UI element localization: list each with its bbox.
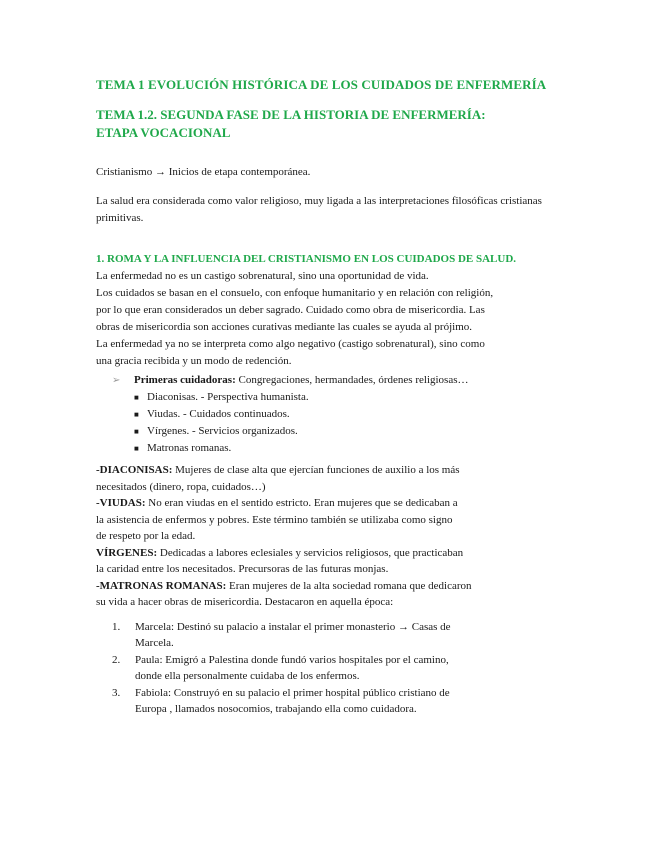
arrow-bullet-icon: ➢ [112,375,121,386]
page-title: TEMA 1 EVOLUCIÓN HISTÓRICA DE LOS CUIDADOS DE ENFERMERÍA [96,77,547,92]
definition-matronas: -MATRONAS ROMANAS: Eran mujeres de la alta sociedad romana que dedicaron [96,579,472,592]
list-item: ■ Viudas. - Cuidados continuados. [134,406,469,423]
list-item: 3. Fabiola: Construyó en su palacio el primer hospital público cristiano de Europa , llamados nosocomios, trabajando ella como cuidadora. [112,687,450,715]
section-1 [96,251,566,370]
section-line: una gracia recibida y un modo de redención. [96,355,292,367]
list-item-label: Primeras cuidadoras: [134,374,236,386]
list-item-text: Congregaciones, hermandades, órdenes religiosas… [235,374,469,386]
list-item: ■ Matronas romanas. [134,440,469,457]
page-subtitle: TEMA 1.2. SEGUNDA FASE DE LA HISTORIA DE ENFERMERÍA: ETAPA VOCACIONAL [96,107,486,140]
intro-line-2: La salud era considerada como valor religioso, muy ligada a las interpretaciones filosóficas cristianas primitivas. [96,195,542,224]
numbered-list [112,619,502,718]
definitions: -DIACONISAS: Mujeres de clase alta que ejercían funciones de auxilio a los más necesitados (dinero, ropa, cuidados…) -VIUDAS: No eran viudas en el sentido estricto. Eran mujeres que se dedicaban a la asistencia de enfermos y pobres. Este término también se utilizaba como signo de respeto por la edad. VÍRGENES: Dedicadas a labores eclesiales y servicios religiosos, que practicaban la caridad entre los necesitados. Precursoras de las futuras monjas. -MATRONAS ROMANAS: Eran mujeres de la alta sociedad romana que dedicaron su vida a hacer obras de misericordia. Destacaron en aquella época: [96,462,566,611]
list-item: ■ Vírgenes. - Servicios organizados. [134,423,469,440]
list-item: ■ Diaconisas. - Perspectiva humanista. [134,389,469,406]
square-bullet-icon: ■ [134,444,139,453]
section-heading: 1. ROMA Y LA INFLUENCIA DEL CRISTIANISMO EN LOS CUIDADOS DE SALUD. [96,253,517,265]
section-line: Los cuidados se basan en el consuelo, con enfoque humanitario y en relación con religión, [96,287,494,299]
section-line: La enfermedad no es un castigo sobrenatural, sino una oportunidad de vida. [96,270,429,282]
definition-diaconisas: -DIACONISAS: Mujeres de clase alta que ejercían funciones de auxilio a los más [96,464,460,476]
list-item: 2. Paula: Emigró a Palestina donde fundó varios hospitales por el camino, donde ella personalmente cuidaba de los enfermos. [112,654,449,682]
caregivers-list [112,372,469,457]
intro-line-1: Cristianismo → Inicios de etapa contemporánea. [96,166,311,178]
sub-list [112,389,469,457]
section-line: obras de misericordia son acciones curativas mediante las cuales se ayuda al prójimo. [96,321,473,333]
square-bullet-icon: ■ [134,393,139,402]
section-line: por lo que eran considerados un deber sagrado. Cuidado como obra de misericordia. Las [96,304,485,316]
list-item: 1. Marcela: Destinó su palacio a instalar el primer monasterio → Casas de Marcela. [112,621,451,649]
definition-virgenes: VÍRGENES: Dedicadas a labores eclesiales y servicios religiosos, que practicaban [96,546,464,559]
list-item [112,372,469,389]
square-bullet-icon: ■ [134,410,139,419]
section-line: La enfermedad ya no se interpreta como algo negativo (castigo sobrenatural), sino como [96,338,485,350]
square-bullet-icon: ■ [134,427,139,436]
definition-viudas: -VIUDAS: No eran viudas en el sentido estricto. Eran mujeres que se dedicaban a [96,497,458,509]
